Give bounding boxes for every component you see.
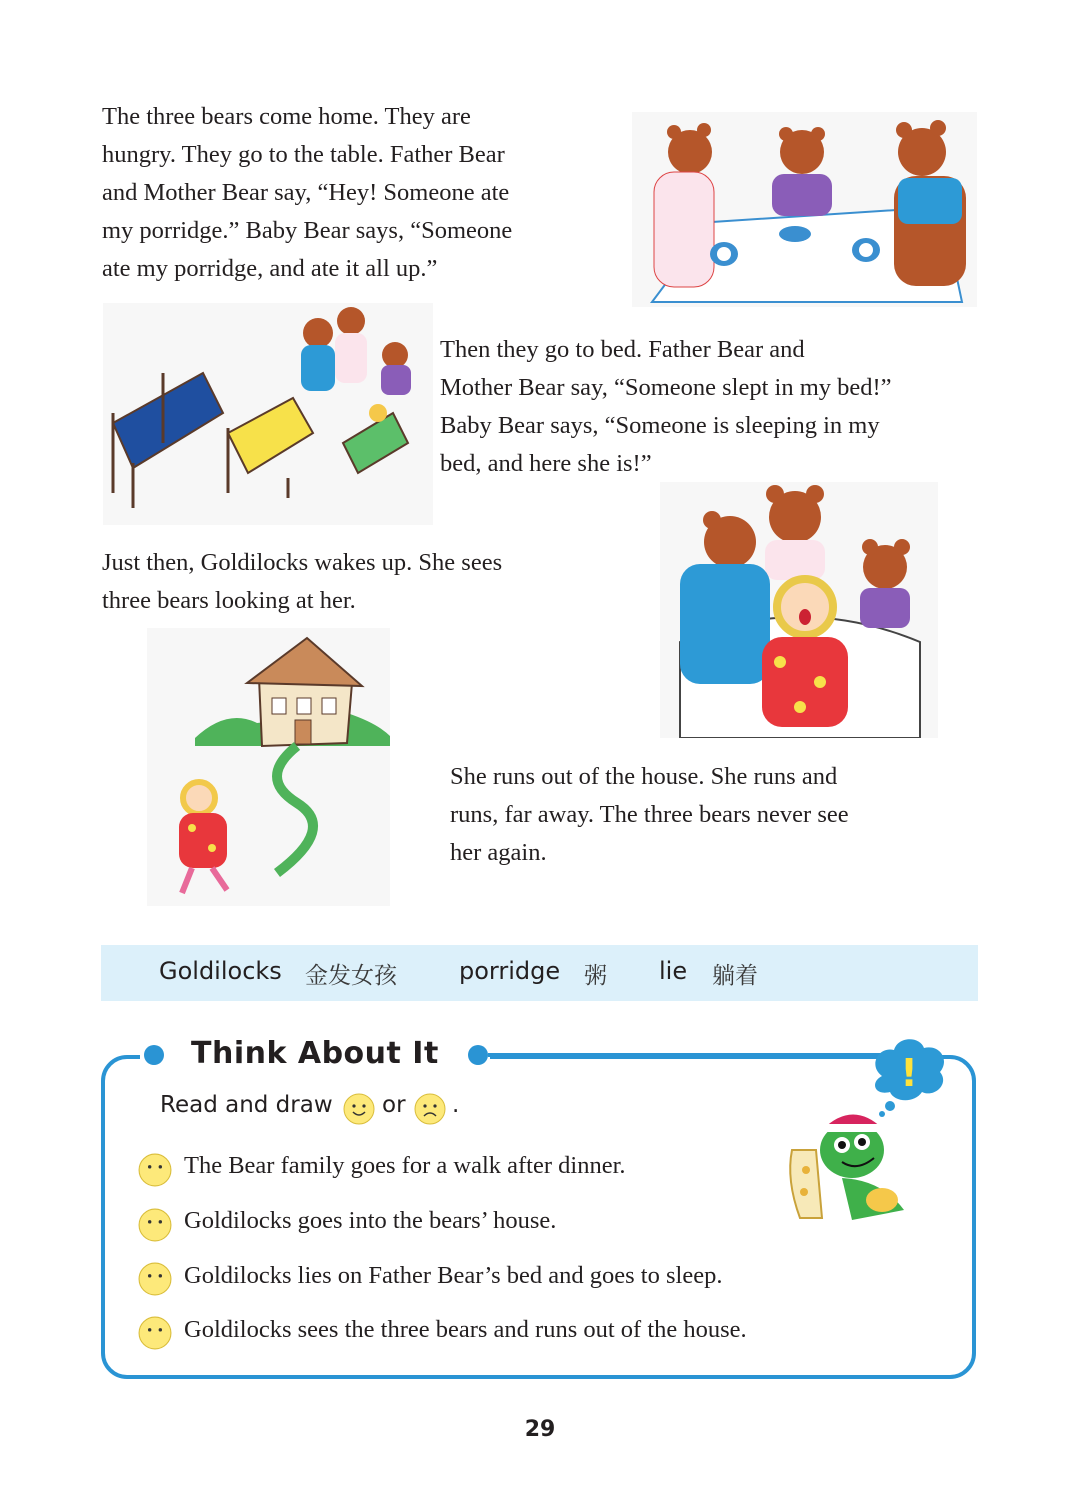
text-line: her again. (450, 839, 547, 866)
smiley-face-icon (343, 1093, 375, 1125)
instruction-text (160, 1092, 333, 1118)
vocab-meaning: 躺着 (712, 963, 758, 989)
vocab-meaning: 金发女孩 (305, 963, 397, 989)
vocab-meaning: 粥 (584, 963, 607, 989)
text-line: hungry. They go to the table. Father Bear (102, 141, 505, 168)
statement-item: Goldilocks sees the three bears and runs out of the house. (184, 1316, 747, 1343)
sad-face-icon (414, 1093, 446, 1125)
three-beds-illustration (103, 303, 433, 525)
text-line: Then they go to bed. Father Bear and (440, 336, 805, 363)
instruction-prefix: Read and draw (160, 1092, 333, 1118)
text-line: runs, far away. The three bears never see (450, 801, 849, 828)
bears-at-table-illustration (632, 112, 977, 307)
story-paragraph-3 (102, 544, 502, 620)
statement-item: Goldilocks lies on Father Bear’s bed and goes to sleep. (184, 1262, 723, 1289)
text-line: Baby Bear says, “Someone is sleeping in my (440, 412, 880, 439)
blank-face-icon[interactable] (138, 1153, 172, 1187)
instruction-or: or (382, 1092, 406, 1118)
text-line: and Mother Bear say, “Hey! Someone ate (102, 179, 510, 206)
text-line: Just then, Goldilocks wakes up. She sees (102, 549, 503, 576)
blank-face-icon[interactable] (138, 1262, 172, 1296)
story-paragraph-4 (450, 758, 849, 872)
vocabulary-bar (101, 945, 978, 1001)
title-dot-right (468, 1045, 488, 1065)
statement-item: Goldilocks goes into the bears’ house. (184, 1207, 557, 1234)
instruction-suffix: . (452, 1092, 460, 1118)
page-number: 29 (524, 1417, 556, 1442)
vocab-word: lie (659, 957, 688, 985)
blank-face-icon[interactable] (138, 1316, 172, 1350)
vocab-word: porridge (459, 957, 561, 985)
text-line: three bears looking at her. (102, 587, 356, 614)
text-line: She runs out of the house. She runs and (450, 763, 838, 790)
text-line: The three bears come home. They are (102, 103, 471, 130)
blank-face-icon[interactable] (138, 1208, 172, 1242)
goldilocks-wakes-illustration (660, 482, 938, 738)
text-line: Mother Bear say, “Someone slept in my bed!” (440, 374, 892, 401)
exclamation-mark: ! (900, 1051, 918, 1095)
dinosaur-mascot-icon (782, 1100, 910, 1222)
title-dot-left (144, 1045, 164, 1065)
text-line: ate my porridge, and ate it all up.” (102, 255, 438, 282)
statement-item: The Bear family goes for a walk after dinner. (184, 1152, 626, 1179)
text-line: bed, and here she is!” (440, 450, 652, 477)
vocab-word: Goldilocks (159, 957, 282, 985)
title-rule (488, 1053, 908, 1057)
story-paragraph-1 (102, 98, 512, 288)
text-line: my porridge.” Baby Bear says, “Someone (102, 217, 513, 244)
goldilocks-runs-away-illustration (147, 628, 390, 906)
story-paragraph-2 (440, 331, 892, 483)
section-title: Think About It (191, 1036, 439, 1071)
